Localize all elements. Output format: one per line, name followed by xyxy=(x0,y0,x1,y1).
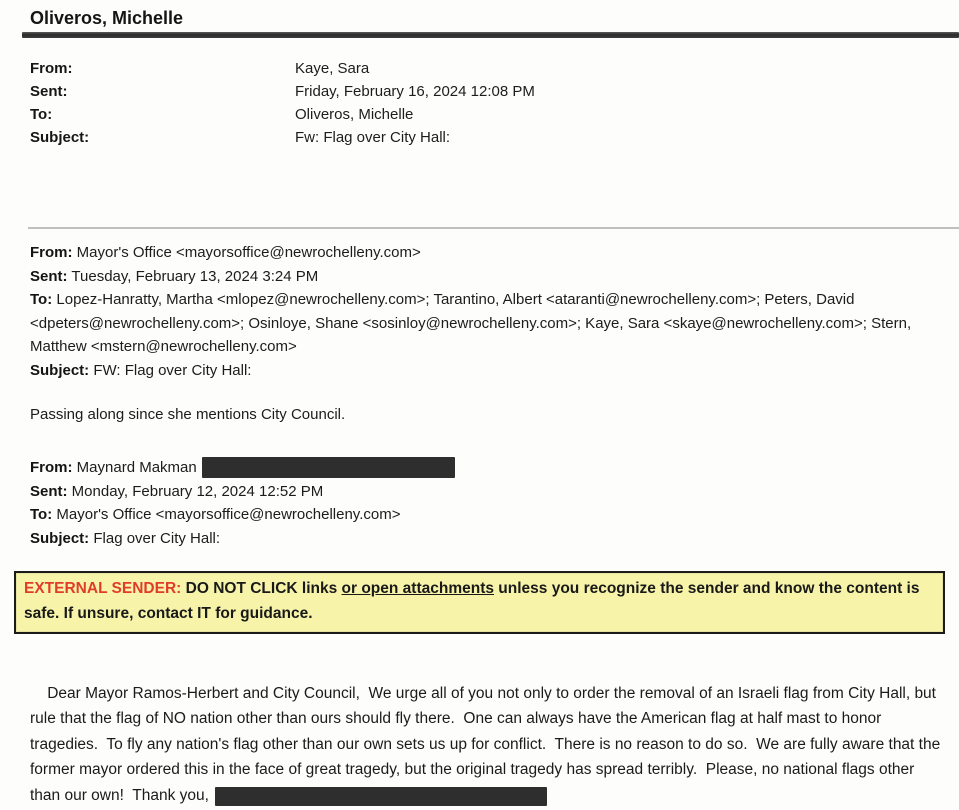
redaction-bar-signature xyxy=(215,787,547,806)
warning-prefix: EXTERNAL SENDER: xyxy=(24,580,182,597)
sent-value: Tuesday, February 13, 2024 3:24 PM xyxy=(71,267,319,285)
subject-value: FW: Flag over City Hall: xyxy=(93,361,252,379)
email2-to-line xyxy=(30,288,945,359)
from-label: From: xyxy=(30,60,73,77)
to-label: To: xyxy=(30,106,53,123)
body-text: Dear Mayor Ramos-Herbert and City Council, We urge all of you not only to order the removal of an Israeli flag from City Hall, but rule that the flag of NO nation other than ours should fly there. One can always have the American flag at half mast to honor tragedies. To fly any nation's flag other than our own sets us up for conflict. There is no reason to do so. We are fully aware that the former mayor ordered this in the face of great tragedy, but the original tragedy has spread terribly. Please, no national flags other than our own! Thank you, xyxy=(30,684,945,804)
sent-value: Monday, February 12, 2024 12:52 PM xyxy=(71,482,324,500)
email3-from-line xyxy=(30,456,945,480)
email1-from-row xyxy=(30,57,930,80)
forwarding-note: Passing along since she mentions City Council. xyxy=(30,406,346,423)
warning-mid-text: links xyxy=(301,580,338,597)
email1-subject-row xyxy=(30,126,930,149)
sent-value: Friday, February 16, 2024 12:08 PM xyxy=(295,83,535,100)
to-label: To: xyxy=(30,291,53,308)
subject-label: Subject: xyxy=(30,129,90,146)
sent-label: Sent: xyxy=(30,83,68,100)
warning-bold-phrase: DO NOT CLICK xyxy=(185,580,298,597)
subject-label: Subject: xyxy=(30,529,90,547)
redaction-bar-sender-email xyxy=(202,457,455,478)
email2-sent-line xyxy=(30,265,945,289)
subject-value: Fw: Flag over City Hall: xyxy=(295,129,451,146)
page-title: Oliveros, Michelle xyxy=(30,8,184,28)
to-value: Oliveros, Michelle xyxy=(295,106,414,123)
email1-to-row xyxy=(30,103,930,126)
email3-to-line xyxy=(30,503,945,527)
from-label: From: xyxy=(30,244,73,261)
section-divider-line xyxy=(28,227,959,229)
email2-from-line xyxy=(30,241,945,265)
email2-subject-line xyxy=(30,359,945,383)
from-value: Mayor's Office <mayorsoffice@newrochelleny.com> xyxy=(76,244,421,261)
email1-sent-row xyxy=(30,80,930,103)
from-label: From: xyxy=(30,459,73,476)
sent-label: Sent: xyxy=(30,267,68,285)
subject-label: Subject: xyxy=(30,361,90,379)
to-label: To: xyxy=(30,506,53,523)
from-value: Kaye, Sara xyxy=(295,60,370,77)
from-value: Maynard Makman xyxy=(76,459,197,476)
email3-subject-line xyxy=(30,527,945,551)
warning-rest-text: unless you recognize the sender and know the content is safe. If unsure, contact IT for guidance. xyxy=(24,580,920,622)
email2-header xyxy=(30,241,945,382)
email1-header xyxy=(30,57,930,149)
external-sender-warning-banner xyxy=(14,571,945,634)
warning-underlined-phrase: or open attachments xyxy=(341,580,494,597)
sent-label: Sent: xyxy=(30,482,68,500)
email3-sent-line xyxy=(30,480,945,504)
email3-header xyxy=(30,456,945,550)
email-body-paragraph xyxy=(30,655,947,810)
title-divider-rule xyxy=(22,32,959,38)
to-value: Lopez-Hanratty, Martha <mlopez@newrochelleny.com>; Tarantino, Albert <ataranti@newrochelleny.com>; Peters, David <dpeters@newrochelleny.com>; Osinloye, Shane <sosinloy@newrochelleny.com>; Kaye, Sara <skaye@newrochelleny.com>; Stern, Matthew <mstern@newrochelleny.com> xyxy=(30,291,912,355)
subject-value: Flag over City Hall: xyxy=(93,529,221,547)
to-value: Mayor's Office <mayorsoffice@newrochelleny.com> xyxy=(56,506,401,523)
